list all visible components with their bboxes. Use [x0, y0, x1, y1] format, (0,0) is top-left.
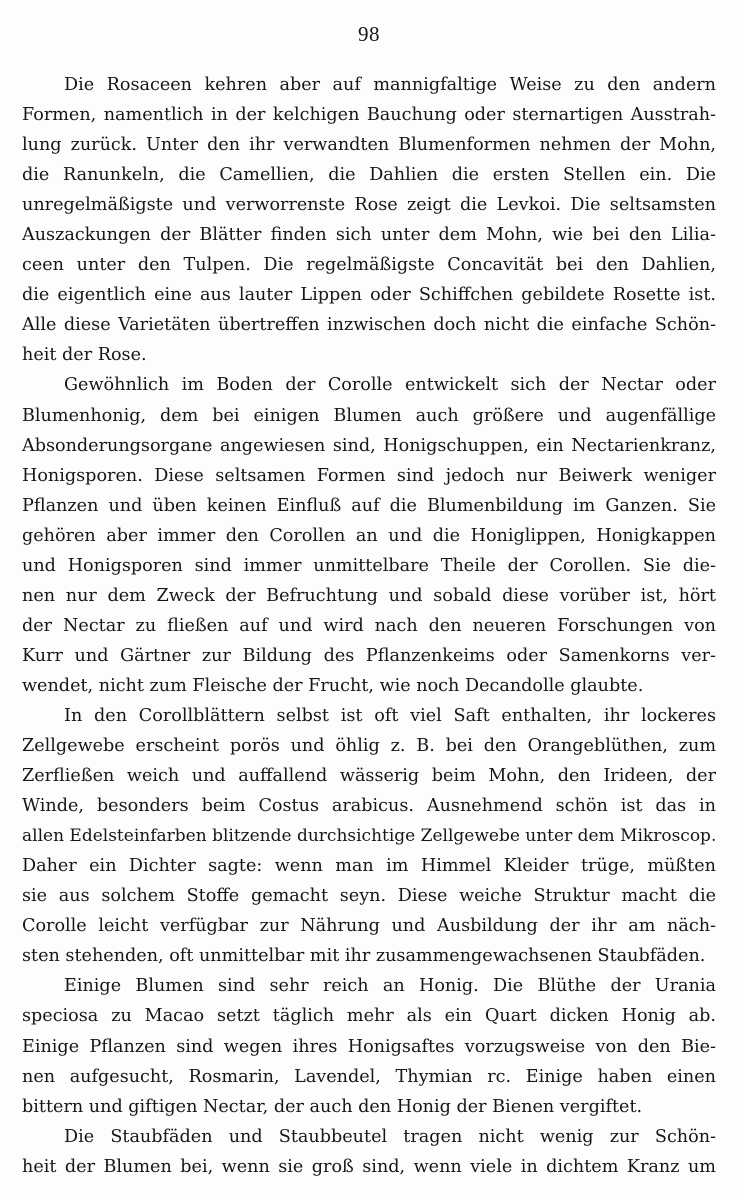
text-line: Honigsporen. Diese seltsamen Formen sind jedoch nur Beiwerk weniger	[22, 465, 716, 486]
text-line: Auszackungen der Blätter finden sich unter dem Mohn, wie bei den Lilia-	[22, 225, 716, 246]
text-line: die eigentlich eine aus lauter Lippen oder Schiffchen gebildete Rosette ist.	[22, 285, 716, 306]
text-line: Winde, besonders beim Costus arabicus. Ausnehmend schön ist das in	[22, 796, 716, 817]
text-line: bittern und giftigen Nectar, der auch den Honig der Bienen vergiftet.	[22, 1096, 643, 1117]
text-line: speciosa zu Macao setzt täglich mehr als ein Quart dicken Honig ab.	[22, 1006, 716, 1027]
text-line: heit der Blumen bei, wenn sie groß sind, wenn viele in dichtem Kranz um	[22, 1156, 716, 1177]
text-line: Gewöhnlich im Boden der Corolle entwickelt sich der Nectar oder	[64, 375, 716, 396]
text-line: sie aus solchem Stoffe gemacht seyn. Diese weiche Struktur macht die	[22, 886, 716, 907]
text-line: Zellgewebe erscheint porös und öhlig z. B. bei den Orangeblüthen, zum	[22, 736, 716, 757]
text-line: Daher ein Dichter sagte: wenn man im Himmel Kleider trüge, müßten	[22, 856, 716, 877]
text-line: Absonderungsorgane angewiesen sind, Honigschuppen, ein Nectarienkranz,	[22, 435, 716, 456]
text-line: nen aufgesucht, Rosmarin, Lavendel, Thymian rc. Einige haben einen	[22, 1066, 716, 1087]
text-line: unregelmäßigste und verworrenste Rose zeigt die Levkoi. Die seltsamsten	[22, 195, 716, 216]
text-line: In den Corollblättern selbst ist oft viel Saft enthalten, ihr lockeres	[64, 705, 716, 726]
text-line: gehören aber immer den Corollen an und die Honiglippen, Honigkappen	[22, 525, 716, 546]
text-line: lung zurück. Unter den ihr verwandten Blumenformen nehmen der Mohn,	[22, 135, 716, 156]
text-line: die Ranunkeln, die Camellien, die Dahlien die ersten Stellen ein. Die	[22, 165, 716, 186]
text-line: der Nectar zu fließen auf und wird nach den neueren Forschungen von	[22, 615, 716, 636]
text-line: Einige Pflanzen sind wegen ihres Honigsaftes vorzugsweise von den Bie-	[22, 1036, 716, 1057]
text-line: Corolle leicht verfügbar zur Nährung und Ausbildung der ihr am näch-	[22, 916, 716, 937]
text-line: wendet, nicht zum Fleische der Frucht, wie noch Decandolle glaubte.	[22, 675, 644, 696]
text-line: Die Rosaceen kehren aber auf mannigfaltige Weise zu den andern	[64, 75, 716, 95]
text-line: sten stehenden, oft unmittelbar mit ihr zusammengewachsenen Staubfäden.	[22, 946, 706, 967]
text-line: ceen unter den Tulpen. Die regelmäßigste Concavität bei den Dahlien,	[22, 255, 716, 276]
page-number: 98	[358, 22, 380, 46]
text-line: Die Staubfäden und Staubbeutel tragen nicht wenig zur Schön-	[64, 1126, 716, 1147]
text-line: Einige Blumen sind sehr reich an Honig. Die Blüthe der Urania	[64, 976, 716, 997]
text-line: und Honigsporen sind immer unmittelbare Theile der Corollen. Sie die-	[22, 555, 716, 576]
text-line: Formen, namentlich in der kelchigen Bauchung oder sternartigen Ausstrah-	[22, 105, 716, 126]
text-line: Kurr und Gärtner zur Bildung des Pflanzenkeims oder Samenkorns ver-	[22, 645, 716, 666]
text-line: Pflanzen und üben keinen Einfluß auf die Blumenbildung im Ganzen. Sie	[22, 495, 716, 516]
text-line: allen Edelsteinfarben blitzende durchsichtige Zellgewebe unter dem Mikroscop.	[22, 826, 716, 847]
text-line: Blumenhonig, dem bei einigen Blumen auch größere und augenfällige	[22, 405, 716, 426]
text-line: Alle diese Varietäten übertreffen inzwischen doch nicht die einfache Schön-	[22, 315, 716, 336]
text-line: nen nur dem Zweck der Befruchtung und sobald diese vorüber ist, hört	[22, 585, 716, 606]
text-line: Zerfließen weich und auffallend wässerig beim Mohn, den Irideen, der	[22, 766, 716, 787]
body-text	[22, 70, 716, 1182]
text-line: heit der Rose.	[22, 345, 147, 366]
